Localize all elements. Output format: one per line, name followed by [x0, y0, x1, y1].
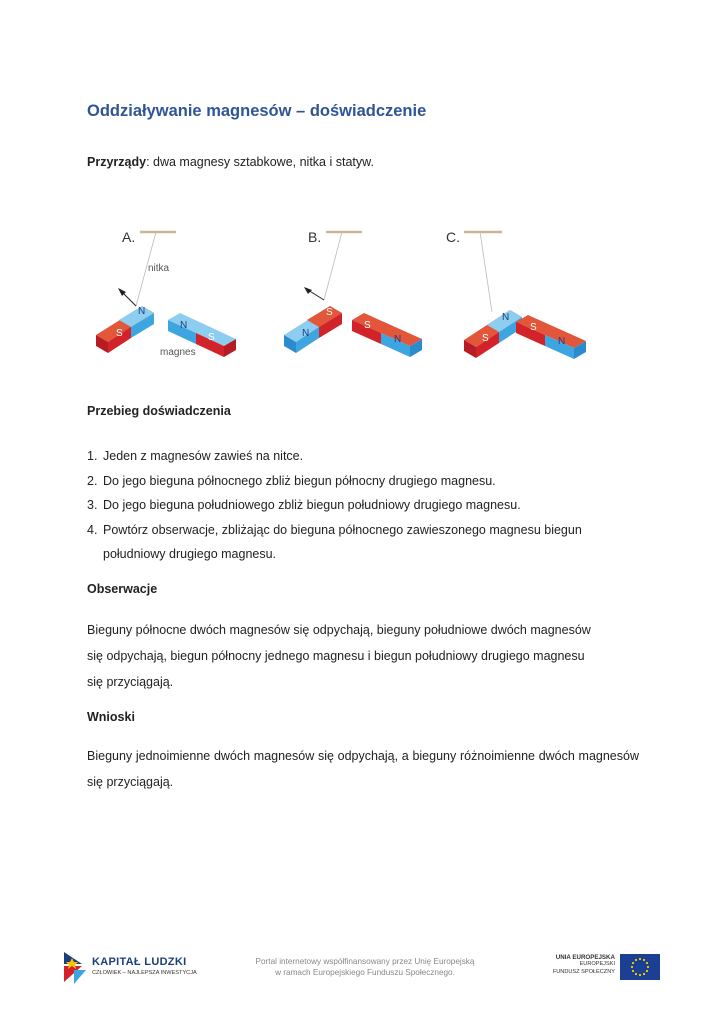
step-number: 3.: [87, 498, 98, 512]
pole-n: N: [138, 306, 146, 317]
eu-line: FUNDUSZ SPOŁECZNY: [552, 968, 615, 975]
arrow-head-b: [304, 287, 312, 294]
list-item: [87, 469, 647, 494]
tools-label: Przyrządy: [87, 155, 147, 169]
hanging-magnet-a: [96, 306, 154, 353]
pole-s: S: [530, 322, 537, 333]
kapital-ludzki-subtitle: CZŁOWIEK – NAJLEPSZA INWESTYCJA: [92, 970, 197, 976]
panel-b-label: B.: [308, 229, 322, 245]
procedure-list: [87, 444, 647, 567]
magnes-label: magnes: [160, 347, 196, 358]
conclusions-text: Bieguny jednoimienne dwóch magnesów się odpychają, a bieguny różnoimienne dwóch magnesów się przyciągają.: [87, 749, 639, 789]
pole-n: N: [180, 320, 188, 331]
panel-a: [96, 229, 236, 358]
pole-n: N: [558, 336, 566, 347]
pole-n: N: [502, 312, 510, 323]
eu-line: EUROPEJSKI: [579, 961, 615, 968]
list-item: [87, 493, 647, 518]
conclusions-heading: Wnioski: [87, 710, 135, 724]
step-number: 1.: [87, 449, 98, 463]
observation-line: się odpychają, biegun północny jednego magnesu i biegun południowy drugiego magnesu: [87, 649, 585, 663]
eu-line: UNIA EUROPEJSKA: [555, 954, 615, 961]
list-item: [87, 518, 647, 567]
observations-heading: Obserwacje: [87, 582, 158, 596]
portal-line: Portal internetowy współfinansowany przez Unię Europejską: [255, 957, 475, 966]
nitka-label: nitka: [148, 263, 170, 274]
footer: [60, 940, 670, 990]
step-text: Powtórz obserwacje, zbliżając do bieguna północnego zawieszonego magnesu biegun południowy drugiego magnesu.: [103, 522, 582, 561]
eu-text: [515, 954, 615, 976]
pole-n: N: [394, 334, 402, 345]
pole-s: S: [208, 332, 215, 343]
magnets-illustration: [90, 222, 610, 367]
page-title: Oddziaływanie magnesów – doświadczenie: [87, 102, 427, 120]
hanging-magnet-c: [464, 310, 522, 358]
tools-text: : dwa magnesy sztabkowe, nitka i statyw.: [146, 155, 374, 169]
pole-s: S: [326, 307, 333, 318]
pole-s: S: [364, 320, 371, 331]
step-text: Do jego bieguna południowego zbliż biegun południowy drugiego magnesu.: [103, 498, 521, 512]
pole-n: N: [302, 328, 310, 339]
string-b: [324, 232, 342, 300]
observation-line: Bieguny północne dwóch magnesów się odpychają, bieguny południowe dwóch magnesów: [87, 623, 591, 637]
panel-b: [284, 229, 422, 357]
panel-c-label: C.: [446, 229, 460, 245]
second-magnet-b: [352, 313, 422, 357]
observations-text: [87, 617, 639, 695]
arrow-line-a: [122, 292, 136, 306]
procedure-heading: Przebieg doświadczenia: [87, 404, 231, 418]
second-magnet-c: [516, 315, 586, 359]
observation-line: się przyciągają.: [87, 675, 174, 689]
hanging-magnet-b: [284, 306, 342, 353]
panel-a-label: A.: [122, 229, 136, 245]
portal-line: w ramach Europejskiego Funduszu Społecznego.: [275, 968, 455, 977]
tools-line: [87, 155, 374, 169]
step-number: 2.: [87, 473, 98, 488]
list-item: [87, 444, 647, 469]
step-text: Jeden z magnesów zawieś na nitce.: [103, 449, 304, 463]
step-number: 4.: [87, 522, 98, 537]
kapital-ludzki-title: KAPITAŁ LUDZKI: [92, 956, 187, 968]
pole-s: S: [116, 328, 123, 339]
string-c: [480, 232, 492, 312]
eu-stars-icon: [620, 954, 660, 980]
step-text: Do jego bieguna północnego zbliż biegun północny drugiego magnesu.: [103, 473, 496, 488]
portal-note: [240, 956, 490, 978]
panel-c: [446, 229, 586, 359]
kapital-ludzki-logo-icon: [60, 948, 88, 986]
eu-flag-icon: [620, 954, 660, 980]
pole-s: S: [482, 333, 489, 344]
